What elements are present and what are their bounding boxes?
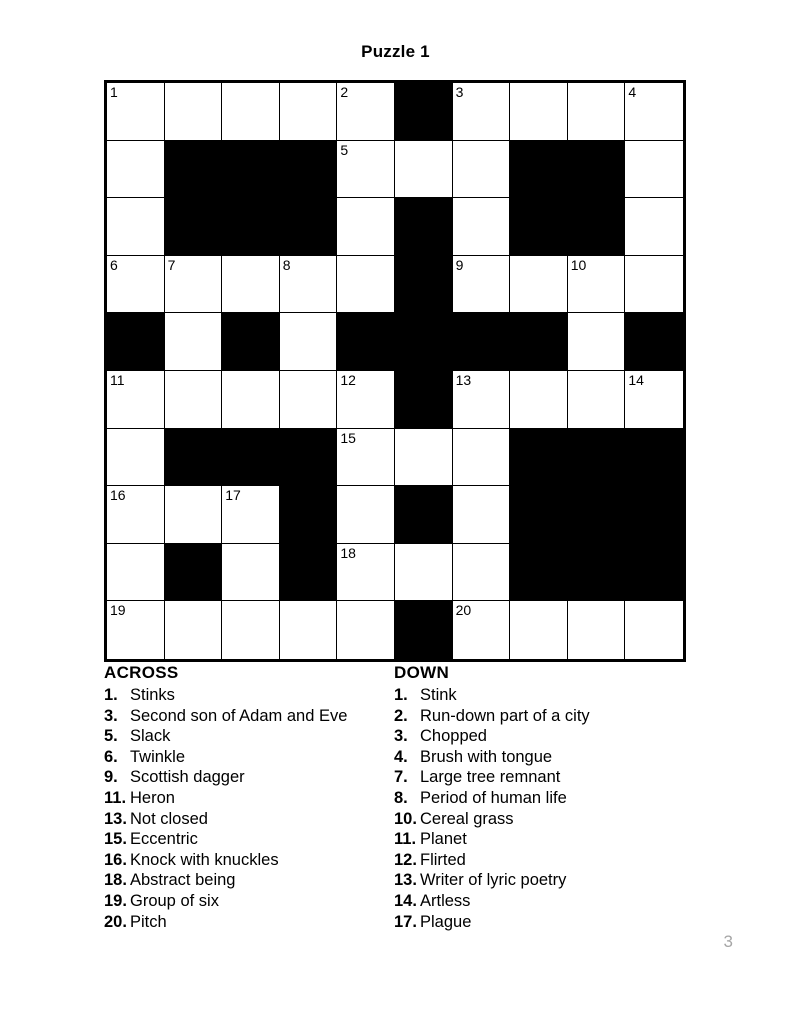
across-clue-number: 3. xyxy=(104,706,118,725)
grid-block xyxy=(510,198,568,256)
cell-number: 12 xyxy=(340,371,356,388)
down-heading: DOWN xyxy=(394,663,450,682)
grid-cell[interactable] xyxy=(337,544,395,602)
grid-cell[interactable] xyxy=(453,601,511,659)
down-clue-text: Large tree remnant xyxy=(420,768,561,787)
across-clue-text: Group of six xyxy=(130,891,219,910)
cell-number: 4 xyxy=(628,84,637,100)
grid-block xyxy=(280,486,338,544)
down-clue-item xyxy=(394,829,694,850)
down-clue-number: 13. xyxy=(394,871,417,890)
down-clue-item xyxy=(394,706,694,727)
down-clue-number: 1. xyxy=(394,686,408,704)
grid-cell[interactable] xyxy=(165,601,223,659)
grid-cell[interactable] xyxy=(625,141,683,199)
down-clue-text: Period of human life xyxy=(420,788,567,807)
down-clue-item xyxy=(394,726,694,747)
grid-block xyxy=(280,141,338,199)
page-number: 3 xyxy=(723,932,733,951)
down-clue-text: Plague xyxy=(420,912,472,931)
grid-block xyxy=(395,601,453,659)
grid-block xyxy=(510,141,568,199)
grid-cell[interactable] xyxy=(395,141,453,199)
grid-cell[interactable] xyxy=(165,83,223,141)
grid-block xyxy=(280,429,338,487)
cell-number: 17 xyxy=(225,487,241,504)
grid-block xyxy=(568,141,626,199)
grid-block xyxy=(222,429,280,487)
across-clue-text: Scottish dagger xyxy=(130,768,245,787)
down-column xyxy=(394,663,694,932)
grid-block xyxy=(625,544,683,602)
down-clue-item xyxy=(394,809,694,830)
grid-block xyxy=(107,313,165,371)
grid-cell[interactable] xyxy=(107,486,165,544)
grid-cell[interactable] xyxy=(280,83,338,141)
grid-block xyxy=(337,313,395,371)
across-heading: ACROSS xyxy=(104,663,179,682)
across-clue-text: Not closed xyxy=(130,809,208,828)
grid-cell[interactable] xyxy=(222,544,280,602)
across-clue-number: 16. xyxy=(104,850,127,869)
grid-cell[interactable] xyxy=(510,371,568,429)
across-clue-text: Abstract being xyxy=(130,871,236,890)
grid-cell[interactable] xyxy=(107,141,165,199)
grid-cell[interactable] xyxy=(568,83,626,141)
across-column xyxy=(104,663,394,932)
grid-block xyxy=(568,198,626,256)
down-clue-item xyxy=(394,767,694,788)
cell-number: 13 xyxy=(455,371,472,388)
grid-cell[interactable] xyxy=(107,544,165,602)
down-clue-number: 12. xyxy=(394,850,417,869)
grid-cell[interactable] xyxy=(280,256,338,314)
grid-block xyxy=(510,486,568,544)
grid-cell[interactable] xyxy=(107,429,165,487)
grid-cell[interactable] xyxy=(453,256,511,314)
across-clue-number: 19. xyxy=(104,891,127,910)
across-clue-list xyxy=(104,685,394,932)
grid-cell[interactable] xyxy=(280,601,338,659)
grid-cell[interactable] xyxy=(165,371,223,429)
grid-cell[interactable] xyxy=(625,198,683,256)
grid-cell[interactable] xyxy=(568,256,626,314)
across-clue-number: 15. xyxy=(104,830,127,849)
down-clue-item xyxy=(394,788,694,809)
across-clue-item xyxy=(104,706,394,727)
grid-block xyxy=(222,141,280,199)
grid-block xyxy=(280,198,338,256)
grid-block xyxy=(165,141,223,199)
across-clue-item xyxy=(104,912,394,933)
grid-cell[interactable] xyxy=(222,83,280,141)
grid-cell[interactable] xyxy=(625,83,683,141)
across-clue-text: Heron xyxy=(130,788,175,807)
down-clue-text: Run-down part of a city xyxy=(420,706,590,725)
grid-block xyxy=(165,544,223,602)
down-clue-text: Chopped xyxy=(420,727,487,746)
page-title: Puzzle 1 xyxy=(361,42,430,61)
grid-cell[interactable] xyxy=(510,256,568,314)
grid-cell[interactable] xyxy=(280,371,338,429)
across-clue-number: 6. xyxy=(104,747,118,766)
grid-block xyxy=(568,429,626,487)
across-clue-number: 20. xyxy=(104,912,127,931)
grid-block xyxy=(568,544,626,602)
grid-block xyxy=(165,198,223,256)
grid-block xyxy=(395,313,453,371)
grid-cell[interactable] xyxy=(107,371,165,429)
down-clue-text: Flirted xyxy=(420,850,466,869)
crossword-grid[interactable] xyxy=(104,80,686,662)
grid-cell[interactable] xyxy=(453,83,511,141)
grid-cell[interactable] xyxy=(568,313,626,371)
across-clue-item xyxy=(104,850,394,871)
down-clue-text: Stink xyxy=(420,686,457,704)
cell-number: 11 xyxy=(110,371,125,388)
down-clue-number: 10. xyxy=(394,809,417,828)
across-clue-number: 11. xyxy=(104,788,127,807)
down-clue-item xyxy=(394,747,694,768)
clues-section xyxy=(104,663,704,932)
grid-cell[interactable] xyxy=(222,371,280,429)
grid-cell[interactable] xyxy=(625,601,683,659)
down-clue-text: Writer of lyric poetry xyxy=(420,871,567,890)
down-clue-number: 11. xyxy=(394,830,417,849)
down-clue-text: Artless xyxy=(420,891,471,910)
grid-cell[interactable] xyxy=(165,313,223,371)
grid-cell[interactable] xyxy=(395,429,453,487)
grid-block xyxy=(395,83,453,141)
grid-cell[interactable] xyxy=(280,313,338,371)
across-clue-text: Twinkle xyxy=(130,747,186,766)
grid-block xyxy=(222,313,280,371)
grid-cell[interactable] xyxy=(222,601,280,659)
grid-cell[interactable] xyxy=(107,256,165,314)
down-clue-text: Cereal grass xyxy=(420,809,514,828)
grid-cell[interactable] xyxy=(453,141,511,199)
across-clue-number: 9. xyxy=(104,768,118,787)
down-clue-number: 2. xyxy=(394,706,408,725)
grid-cell[interactable] xyxy=(107,83,165,141)
grid-cell[interactable] xyxy=(107,601,165,659)
cell-number: 18 xyxy=(340,544,356,561)
grid-cell[interactable] xyxy=(337,371,395,429)
down-clue-number: 17. xyxy=(394,912,417,931)
across-clue-item xyxy=(104,726,394,747)
down-clue-item xyxy=(394,891,694,912)
grid-cell[interactable] xyxy=(107,198,165,256)
grid-cell[interactable] xyxy=(568,601,626,659)
grid-cell[interactable] xyxy=(165,486,223,544)
across-clue-text: Slack xyxy=(130,727,171,746)
cell-number: 8 xyxy=(282,256,291,273)
cell-number: 6 xyxy=(110,256,118,273)
across-clue-text: Eccentric xyxy=(130,830,198,849)
grid-cell[interactable] xyxy=(453,544,511,602)
down-clue-text: Planet xyxy=(420,830,467,849)
grid-cell[interactable] xyxy=(337,83,395,141)
across-clue-item xyxy=(104,767,394,788)
grid-block xyxy=(395,371,453,429)
cell-number: 5 xyxy=(340,141,349,158)
grid-cell[interactable] xyxy=(453,429,511,487)
grid-block xyxy=(625,313,683,371)
across-clue-item xyxy=(104,891,394,912)
across-clue-item xyxy=(104,685,394,706)
grid-cell[interactable] xyxy=(625,256,683,314)
down-clue-item xyxy=(394,685,694,706)
down-clue-number: 4. xyxy=(394,747,408,766)
cell-number: 3 xyxy=(455,84,464,100)
across-clue-number: 1. xyxy=(104,686,118,704)
across-clue-text: Knock with knuckles xyxy=(130,850,279,869)
down-clue-number: 7. xyxy=(394,768,408,787)
grid-block xyxy=(395,198,453,256)
grid-cell[interactable] xyxy=(568,371,626,429)
grid-cell[interactable] xyxy=(337,486,395,544)
cell-number: 9 xyxy=(455,256,464,273)
grid-cell[interactable] xyxy=(510,83,568,141)
across-clue-number: 5. xyxy=(104,727,118,746)
grid-block xyxy=(453,313,511,371)
across-clue-text: Second son of Adam and Eve xyxy=(130,706,348,725)
cell-number: 1 xyxy=(110,84,118,100)
grid-cell[interactable] xyxy=(337,601,395,659)
grid-block xyxy=(510,313,568,371)
cell-number: 10 xyxy=(570,256,587,273)
down-clue-item xyxy=(394,850,694,871)
down-clue-number: 14. xyxy=(394,891,417,910)
grid-cell[interactable] xyxy=(222,256,280,314)
down-clue-item xyxy=(394,912,694,933)
across-clue-item xyxy=(104,870,394,891)
cell-number: 15 xyxy=(340,429,356,446)
grid-block xyxy=(165,429,223,487)
grid-cell[interactable] xyxy=(453,371,511,429)
grid-cell[interactable] xyxy=(337,429,395,487)
across-clue-item xyxy=(104,829,394,850)
grid-block xyxy=(625,486,683,544)
grid-cell[interactable] xyxy=(625,371,683,429)
cell-number: 7 xyxy=(167,256,176,273)
grid-block xyxy=(625,429,683,487)
grid-cell[interactable] xyxy=(453,198,511,256)
grid-block xyxy=(395,256,453,314)
cell-number: 20 xyxy=(455,602,472,619)
across-clue-text: Stinks xyxy=(130,686,175,704)
cell-number: 2 xyxy=(340,84,349,100)
grid-block xyxy=(395,486,453,544)
cell-number: 14 xyxy=(628,371,644,388)
grid-block xyxy=(510,544,568,602)
grid-cell[interactable] xyxy=(222,486,280,544)
across-clue-number: 13. xyxy=(104,809,127,828)
down-clue-list xyxy=(394,685,694,932)
down-clue-number: 3. xyxy=(394,727,408,746)
down-clue-item xyxy=(394,870,694,891)
across-clue-item xyxy=(104,747,394,768)
cell-number: 19 xyxy=(110,602,126,619)
down-clue-text: Brush with tongue xyxy=(420,747,553,766)
grid-block xyxy=(280,544,338,602)
across-clue-number: 18. xyxy=(104,871,127,890)
grid-cell[interactable] xyxy=(510,601,568,659)
grid-cell[interactable] xyxy=(453,486,511,544)
grid-block xyxy=(568,486,626,544)
across-clue-item xyxy=(104,788,394,809)
grid-cell[interactable] xyxy=(337,256,395,314)
grid-cell[interactable] xyxy=(165,256,223,314)
cell-number: 16 xyxy=(110,487,126,504)
across-clue-text: Pitch xyxy=(130,912,167,931)
grid-cell[interactable] xyxy=(337,141,395,199)
across-clue-item xyxy=(104,809,394,830)
grid-cell[interactable] xyxy=(395,544,453,602)
grid-block xyxy=(222,198,280,256)
grid-block xyxy=(510,429,568,487)
grid-cell[interactable] xyxy=(337,198,395,256)
down-clue-number: 8. xyxy=(394,788,408,807)
